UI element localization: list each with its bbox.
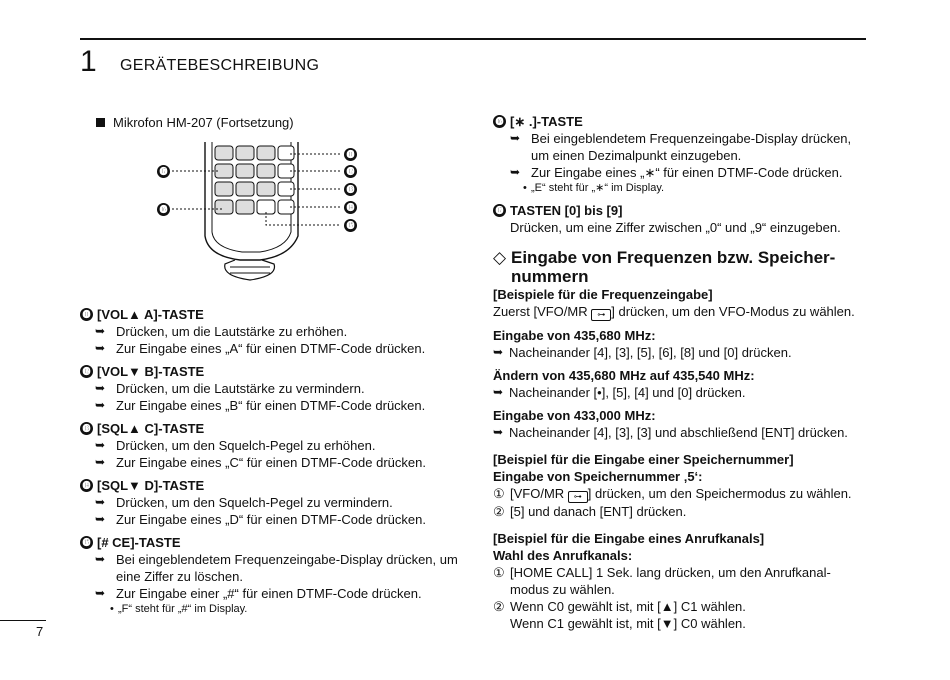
note-text: „F“ steht für „#“ im Display.: [118, 603, 248, 615]
item-title: [VOL▲ A]-TASTE: [97, 307, 204, 322]
step-number: ②: [493, 504, 505, 519]
arrow-icon: ➥: [95, 324, 106, 338]
arrow-icon: ➥: [510, 131, 521, 145]
callout-16: ⓰: [157, 203, 170, 216]
bullet-text: Drücken, um den Squelch-Pegel zu vermindern.: [116, 495, 393, 510]
callout-13: ⓭: [344, 183, 357, 196]
left-column: [80, 114, 460, 131]
intro-text: Mikrofon HM-207 (Fortsetzung): [113, 115, 294, 130]
memory-step-1: [493, 485, 868, 503]
chapter-number: 1: [80, 45, 97, 78]
item-16: [493, 113, 868, 196]
freq-example-intro: [493, 303, 868, 321]
item-title: [∗ .]-TASTE: [510, 114, 583, 129]
arrow-icon: ➥: [510, 165, 521, 179]
call-step-2: [493, 598, 868, 632]
arrow-icon: ➥: [95, 438, 106, 452]
bullet-text: Drücken, um den Squelch-Pegel zu erhöhen.: [116, 438, 376, 453]
bullet-text: Zur Eingabe einer „#“ für einen DTMF-Code drücken.: [116, 586, 422, 601]
bullet-text: Zur Eingabe eines „B“ für einen DTMF-Code drücken.: [116, 398, 426, 413]
example1-text: [493, 344, 868, 361]
text-part: [HOME CALL] 1 Sek. lang drücken, um den Anrufkanal-modus zu wählen.: [510, 565, 831, 597]
example2-text: [493, 384, 868, 401]
memory-example-subheading: Eingabe von Speichernummer ‚5‘:: [493, 469, 703, 484]
circle-number-13: ⓭: [80, 422, 93, 435]
note-text: „E“ steht für „∗“ im Display.: [531, 182, 665, 194]
arrow-icon: ➥: [95, 495, 106, 509]
circle-number-15: ⓯: [80, 536, 93, 549]
bullet-text: Drücken, um die Lautstärke zu erhöhen.: [116, 324, 348, 339]
bullet-text: Bei eingeblendetem Frequenzeingabe-Display drücken, um eine Ziffer zu löschen.: [116, 552, 458, 584]
text-part: ] drücken, um den VFO-Modus zu wählen.: [611, 304, 855, 319]
section-title-line1: Eingabe von Frequenzen bzw. Speicher-: [511, 248, 836, 267]
note: • „F“ steht für „#“ im Display.: [110, 603, 248, 615]
text-part: Wenn C0 gewählt ist, mit [▲] C1 wählen.: [510, 599, 746, 614]
arrow-icon: ➥: [95, 398, 106, 412]
bullet-text: Zur Eingabe eines „A“ für einen DTMF-Code drücken.: [116, 341, 426, 356]
example2-heading: Ändern von 435,680 MHz auf 435,540 MHz:: [493, 368, 755, 383]
arrow-icon: ➥: [95, 455, 106, 469]
intro-line: [80, 114, 460, 131]
square-bullet-icon: [96, 118, 105, 127]
text-part: Wenn C1 gewählt ist, mit [▼] C0 wählen.: [510, 616, 746, 631]
circle-number-16: ⓰: [493, 115, 506, 128]
bullet-text: Drücken, um die Lautstärke zu vermindern.: [116, 381, 365, 396]
circle-number-17: ⓱: [493, 204, 506, 217]
arrow-icon: ➥: [493, 385, 504, 399]
text-part: [5] und danach [ENT] drücken.: [510, 504, 687, 519]
text-part: ] drücken, um den Speichermodus zu wählen.: [587, 486, 852, 501]
callout-11: ⓫: [344, 148, 357, 161]
item-title: [SQL▼ D]-TASTE: [97, 478, 205, 493]
bullet-text: Zur Eingabe eines „D“ für einen DTMF-Code drücken.: [116, 512, 426, 527]
step-number: ②: [493, 599, 505, 614]
section-title: [493, 248, 868, 286]
example3-heading: Eingabe von 433,000 MHz:: [493, 408, 656, 423]
bullet-text: Zur Eingabe eines „C“ für einen DTMF-Code drücken.: [116, 455, 426, 470]
text-part: Nacheinander [•], [5], [4] und [0] drücken.: [509, 385, 746, 400]
text-part: Nacheinander [4], [3], [3] und abschließend [ENT] drücken.: [509, 425, 848, 440]
item-15: [80, 534, 460, 617]
key-icon: ⊶: [591, 309, 611, 321]
text-part: Zuerst [VFO/MR: [493, 304, 592, 319]
item-title: TASTEN [0] bis [9]: [510, 203, 623, 218]
step-number: ①: [493, 565, 505, 580]
page-number: 7: [36, 624, 44, 639]
callout-14: ⓮: [344, 201, 357, 214]
note: • „E“ steht für „∗“ im Display.: [523, 182, 665, 194]
freq-example-heading: [Beispiele für die Frequenzeingabe]: [493, 287, 713, 302]
diamond-icon: ◇: [493, 248, 507, 267]
arrow-icon: ➥: [95, 341, 106, 355]
bullet-text: Bei eingeblendetem Frequenzeingabe-Display drücken, um einen Dezimalpunkt einzugeben.: [531, 131, 852, 163]
circle-number-11: ⓫: [80, 308, 93, 321]
circle-number-14: ⓮: [80, 479, 93, 492]
callout-15: ⓯: [344, 219, 357, 232]
item-17: [493, 202, 868, 236]
example1-heading: Eingabe von 435,680 MHz:: [493, 328, 656, 343]
item-title: [SQL▲ C]-TASTE: [97, 421, 205, 436]
chapter-title: GERÄTEBESCHREIBUNG: [120, 57, 320, 74]
text-part: [VFO/MR: [510, 486, 568, 501]
item-14: [80, 477, 460, 528]
item-11: [80, 306, 460, 357]
item-title: [VOL▼ B]-TASTE: [97, 364, 205, 379]
page-number-rule: [0, 620, 46, 621]
arrow-icon: ➥: [95, 552, 106, 566]
arrow-icon: ➥: [493, 345, 504, 359]
arrow-icon: ➥: [95, 586, 106, 600]
memory-example-heading: [Beispiel für die Eingabe einer Speichernummer]: [493, 452, 794, 467]
example3-text: [493, 424, 868, 441]
arrow-icon: ➥: [493, 425, 504, 439]
call-example-heading: [Beispiel für die Eingabe eines Anrufkanals]: [493, 531, 765, 546]
call-example-subheading: Wahl des Anrufkanals:: [493, 548, 633, 563]
item-12: [80, 363, 460, 414]
circle-number-12: ⓬: [80, 365, 93, 378]
left-items: [80, 306, 460, 617]
call-step-1: [493, 564, 868, 598]
item-text: Drücken, um eine Ziffer zwischen „0“ und „9“ einzugeben.: [510, 220, 841, 235]
key-icon: ⊶: [568, 491, 588, 503]
right-column: [493, 113, 868, 632]
item-13: [80, 420, 460, 471]
header-rule: [80, 38, 866, 40]
item-title: [# CE]-TASTE: [97, 535, 181, 550]
memory-step-2: [493, 503, 868, 520]
bullet-text: Zur Eingabe eines „∗“ für einen DTMF-Code drücken.: [531, 165, 843, 180]
step-number: ①: [493, 486, 505, 501]
callout-17: ⓱: [157, 165, 170, 178]
text-part: Nacheinander [4], [3], [5], [6], [8] und [0] drücken.: [509, 345, 792, 360]
section-title-line2: nummern: [511, 267, 589, 286]
callout-12: ⓬: [344, 165, 357, 178]
arrow-icon: ➥: [95, 512, 106, 526]
arrow-icon: ➥: [95, 381, 106, 395]
